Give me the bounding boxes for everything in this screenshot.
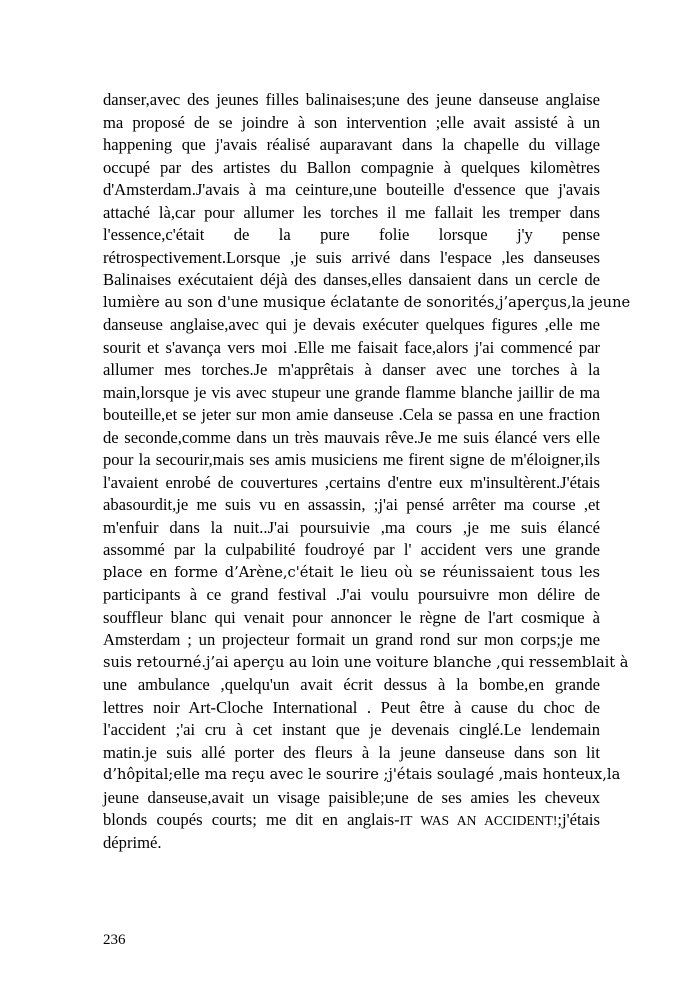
- text-line: souffleur blanc qui venait pour annoncer le règne de l'art cosmique à: [103, 607, 600, 627]
- text-line: ma proposé de se joindre à son intervention ;elle avait assisté à un: [103, 112, 600, 132]
- text-line: Balinaises exécutaient déjà des danses,elles dansaient dans un cercle de: [103, 270, 600, 289]
- text-line: bouteille,et se jeter sur mon amie danseuse .Cela se passa en une fraction: [103, 405, 600, 424]
- text-line: une ambulance ,quelqu'un avait écrit dessus à la bombe,en grande: [103, 675, 600, 694]
- page-number: 236: [103, 932, 126, 948]
- text-line: de seconde,comme dans un très mauvais rêve.Je me suis élancé vers elle: [103, 427, 600, 447]
- text-line: main,lorsque je vis avec stupeur une grande flamme blanche jaillir de ma: [103, 382, 600, 402]
- text-line: assommé par la culpabilité foudroyé par l' accident vers une grande: [103, 540, 600, 559]
- text-segment: ;j'étais: [557, 810, 600, 829]
- text-line: l'accident ;'ai cru à cet instant que je devenais cinglé.Le lendemain: [103, 720, 600, 739]
- text-line: l'essence,c'était de la pure folie lorsque j'y pense: [103, 225, 600, 244]
- text-segment: blonds coupés courts; me dit en anglais-: [103, 810, 400, 829]
- text-line: déprimé.: [103, 832, 162, 852]
- text-line: danser,avec des jeunes filles balinaises;une des jeune danseuse anglaise: [103, 90, 600, 109]
- text-line: m'enfuir dans la nuit..J'ai poursuivie ,ma cours ,je me suis élancé: [103, 517, 600, 537]
- quoted-phrase: IT WAS AN ACCIDENT!: [399, 813, 558, 828]
- text-line: participants à ce grand festival .J'ai voulu poursuivre mon délire de: [103, 585, 600, 604]
- text-line: place en forme d’Arène,c'était le lieu où se réunissaient tous les: [103, 563, 600, 581]
- text-line: sourit et s'avança vers moi .Elle me faisait face,alors j'ai commencé par: [103, 337, 600, 357]
- text-line: [103, 809, 600, 832]
- text-line: lumière au son d'une musique éclatante de sonorités,j’aperçus,la jeune: [103, 293, 631, 311]
- text-line: happening que j'avais réalisé auparavant dans la chapelle du village: [103, 135, 600, 154]
- text-line: rétrospectivement.Lorsque ,je suis arrivé dans l'espace ,les danseuses: [103, 247, 600, 267]
- text-line: Amsterdam ; un projecteur formait un grand rond sur mon corps;je me: [103, 630, 600, 649]
- text-line: pour la secourir,mais ses amis musiciens me firent signe de m'éloigner,ils: [103, 450, 600, 469]
- text-line: allumer mes torches.Je m'apprêtais à danser avec une torches à la: [103, 360, 600, 379]
- text-line: abasourdit,je me suis vu en assassin, ;j'ai pensé arrêter ma course ,et: [103, 495, 600, 514]
- text-line: matin.je suis allé porter des fleurs à la jeune danseuse dans son lit: [103, 742, 600, 762]
- body-text: [103, 89, 631, 854]
- text-line: occupé par des artistes du Ballon compagnie à quelques kilomètres: [103, 157, 600, 177]
- text-line: jeune danseuse,avait un visage paisible;une de ses amies les cheveux: [103, 787, 600, 807]
- text-line: d'Amsterdam.J'avais à ma ceinture,une bouteille d'essence que j'avais: [103, 180, 600, 199]
- text-line: l'avaient enrobé de couvertures ,certains d'entre eux m'insultèrent.J'étais: [103, 472, 600, 492]
- text-line: lettres noir Art-Cloche International . Peut être à cause du choc de: [103, 697, 600, 717]
- text-line: suis retourné.j’ai aperçu au loin une voiture blanche ,qui ressemblait à: [103, 653, 629, 671]
- text-line: danseuse anglaise,avec qui je devais exécuter quelques figures ,elle me: [103, 315, 600, 334]
- text-line: d’hôpital;elle ma reçu avec le sourire ;j'étais soulagé ,mais honteux,la: [103, 766, 621, 783]
- text-line: attaché là,car pour allumer les torches il me fallait les tremper dans: [103, 202, 600, 222]
